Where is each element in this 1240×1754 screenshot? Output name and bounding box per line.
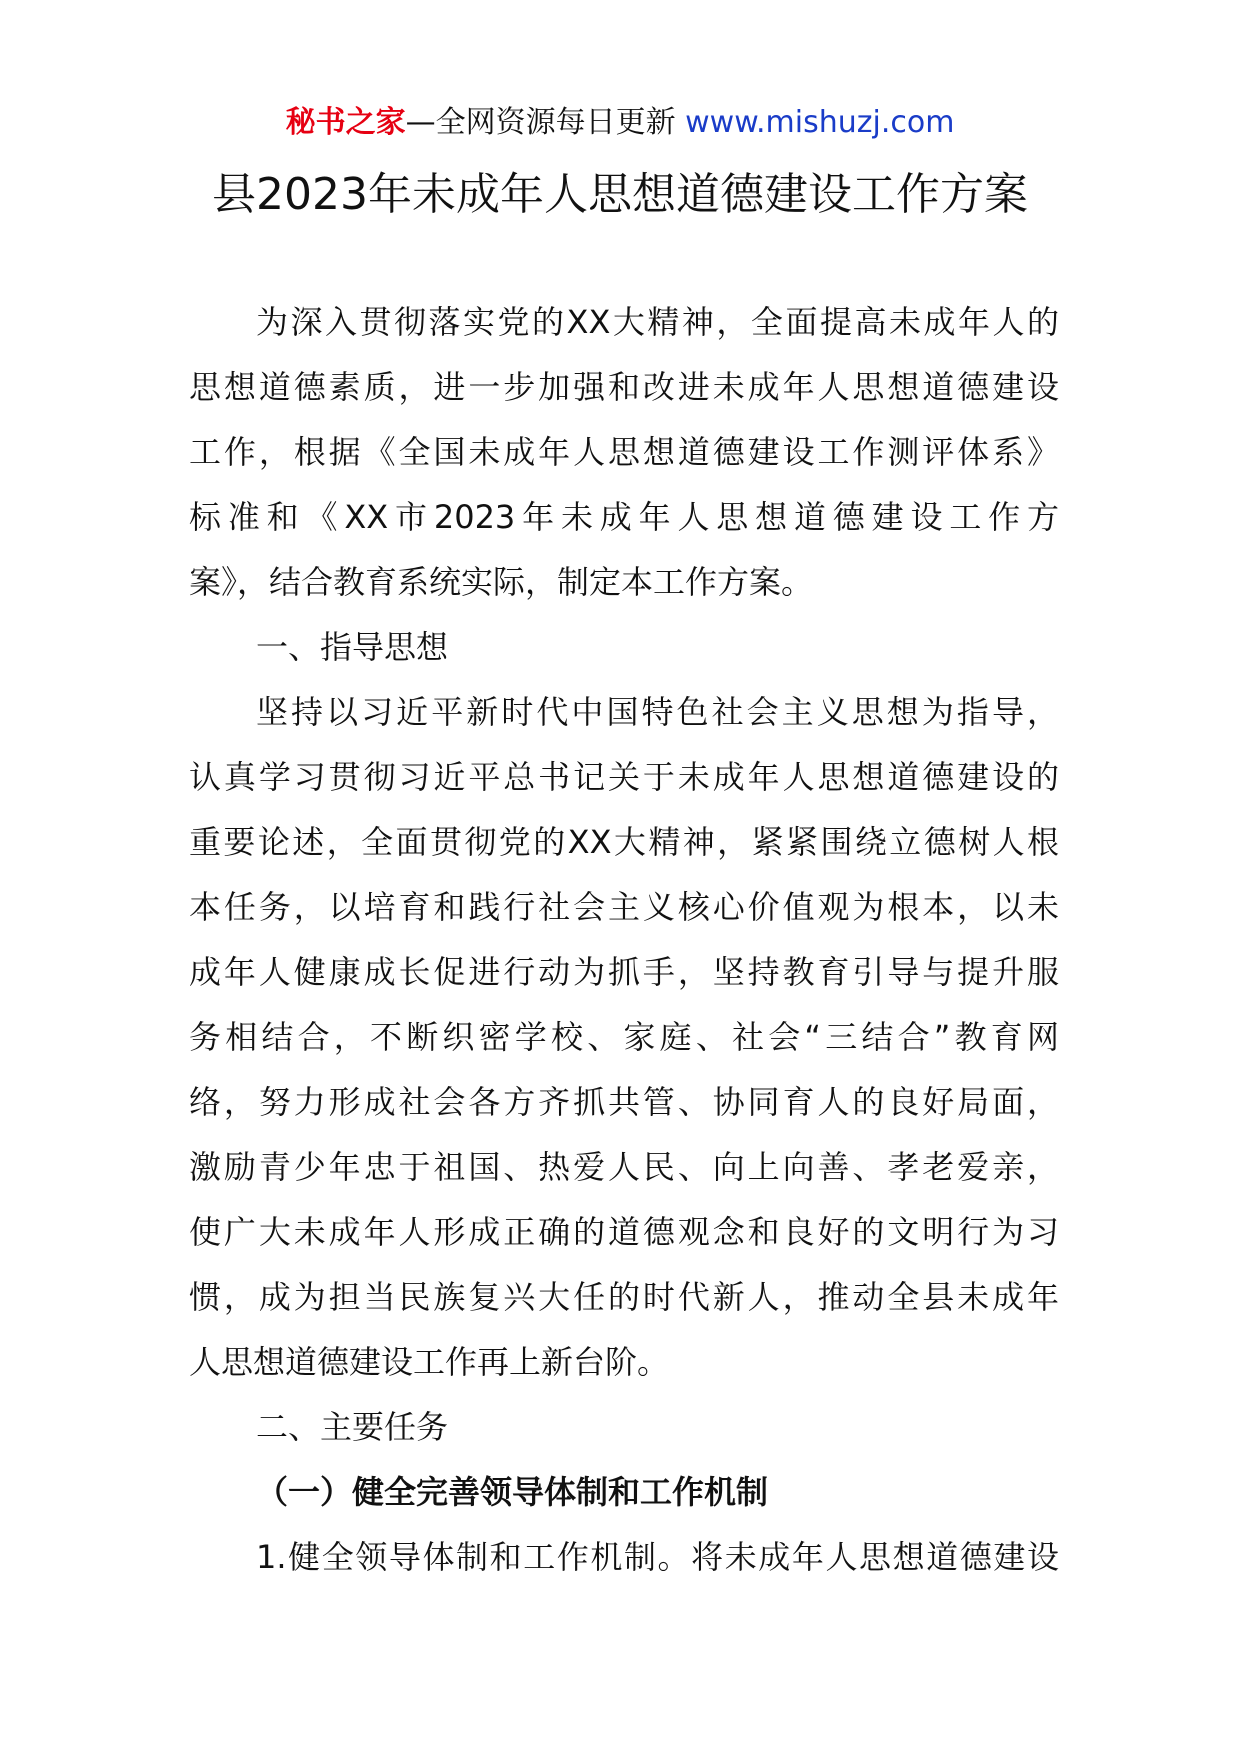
paragraph-line: 为深入贯彻落实党的XX大精神，全面提高未成年人的 (256, 303, 1059, 341)
paragraph-line: 激励青少年忠于祖国、热爱人民、向上向善、孝老爱亲， (189, 1148, 1059, 1186)
subsection-heading: （一）健全完善领导体制和工作机制 (256, 1473, 769, 1511)
brand-name: 秘书之家 (285, 105, 406, 140)
paragraph-line: 本任务，以培育和践行社会主义核心价值观为根本，以未 (189, 888, 1059, 926)
paragraph-line: 成年人健康成长促进行动为抓手，坚持教育引导与提升服 (189, 953, 1059, 991)
paragraph-line: 思想道德素质，进一步加强和改进未成年人思想道德建设 (189, 368, 1059, 406)
paragraph-line: 工作，根据《全国未成年人思想道德建设工作测评体系》 (189, 433, 1059, 471)
paragraph-line: 惯，成为担当民族复兴大任的时代新人，推动全县未成年 (189, 1278, 1059, 1316)
site-url[interactable]: www.mishuzj.com (685, 105, 955, 140)
paragraph-line: 络，努力形成社会各方齐抓共管、协同育人的良好局面， (189, 1083, 1059, 1121)
paragraph-line: 重要论述，全面贯彻党的XX大精神，紧紧围绕立德树人根 (189, 823, 1059, 861)
paragraph-line: 标准和《XX市2023年未成年人思想道德建设工作方 (189, 498, 1059, 536)
paragraph-line: 认真学习贯彻习近平总书记关于未成年人思想道德建设的 (189, 758, 1059, 796)
paragraph-line: 使广大未成年人形成正确的道德观念和良好的文明行为习 (189, 1213, 1059, 1251)
document-body (189, 290, 1059, 1590)
site-header (0, 100, 1240, 146)
paragraph-line: 1.健全领导体制和工作机制。将未成年人思想道德建设 (256, 1538, 1059, 1576)
paragraph-line: 务相结合，不断织密学校、家庭、社会“三结合”教育网 (189, 1018, 1059, 1056)
header-slogan: —全网资源每日更新 (405, 105, 686, 140)
document-title: 县2023年未成年人思想道德建设工作方案 (212, 169, 1028, 220)
section-heading: 一、指导思想 (256, 628, 449, 666)
paragraph-line: 人思想道德建设工作再上新台阶。 (189, 1343, 670, 1381)
section-heading: 二、主要任务 (256, 1408, 449, 1446)
paragraph-line: 坚持以习近平新时代中国特色社会主义思想为指导， (256, 693, 1059, 731)
paragraph-line: 案》，结合教育系统实际，制定本工作方案。 (189, 563, 814, 601)
